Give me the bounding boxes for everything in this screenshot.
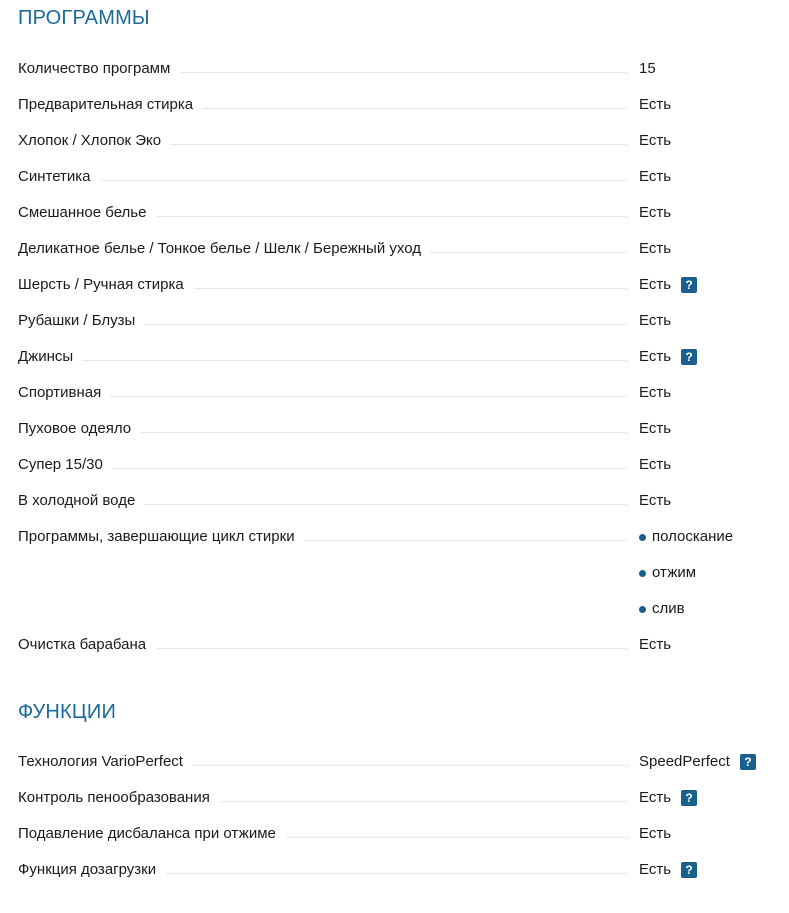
- spec-label: Предварительная стирка: [18, 93, 203, 117]
- spec-label: Функция дозагрузки: [18, 858, 166, 882]
- spec-label: Джинсы: [18, 345, 83, 369]
- spec-value: Есть: [639, 312, 672, 329]
- spec-label: Количество программ: [18, 57, 180, 81]
- spec-row: [18, 57, 778, 81]
- spec-label: Технология VarioPerfect: [18, 750, 193, 774]
- spec-row: [18, 822, 778, 846]
- spec-row: [18, 165, 778, 189]
- spec-row-continuation: [18, 597, 778, 621]
- spec-value: Есть: [639, 492, 672, 509]
- spec-row: [18, 345, 778, 369]
- spec-row: [18, 750, 778, 774]
- spec-row-continuation: [18, 561, 778, 585]
- spec-value: Есть: [639, 420, 672, 437]
- dotted-leader: [18, 360, 628, 361]
- help-icon[interactable]: ?: [681, 862, 697, 878]
- spec-label: Рубашки / Блузы: [18, 309, 145, 333]
- spec-row: [18, 129, 778, 153]
- spec-label: В холодной воде: [18, 489, 145, 513]
- help-icon[interactable]: ?: [681, 349, 697, 365]
- spec-label: Синтетика: [18, 165, 101, 189]
- spec-label: Очистка барабана: [18, 633, 156, 657]
- help-icon[interactable]: ?: [740, 754, 756, 770]
- spec-row: [18, 633, 778, 657]
- spec-label: Хлопок / Хлопок Эко: [18, 129, 171, 153]
- spec-value: Есть: [639, 132, 672, 149]
- spec-row: [18, 417, 778, 441]
- dotted-leader: [18, 180, 628, 181]
- bullet-value: отжим: [652, 564, 697, 581]
- bullet-icon: [639, 534, 646, 541]
- help-icon[interactable]: ?: [681, 790, 697, 806]
- spec-row: [18, 309, 778, 333]
- spec-row: [18, 273, 778, 297]
- spec-row: [18, 786, 778, 810]
- spec-label: Деликатное белье / Тонкое белье / Шелк / Бережный уход: [18, 237, 431, 261]
- spec-value: SpeedPerfect: [639, 753, 730, 770]
- spec-row: [18, 525, 778, 549]
- spec-value: Есть: [639, 348, 672, 365]
- spec-row: [18, 93, 778, 117]
- bullet-value: полоскание: [652, 528, 734, 545]
- spec-value: Есть: [639, 384, 672, 401]
- spec-value: Есть: [639, 789, 672, 806]
- bullet-value: слив: [652, 600, 685, 617]
- spec-row: [18, 201, 778, 225]
- spec-label: Контроль пенообразования: [18, 786, 220, 810]
- spec-value: Есть: [639, 96, 672, 113]
- spec-label: Спортивная: [18, 381, 111, 405]
- spec-row: [18, 858, 778, 882]
- spec-value: 15: [639, 60, 656, 77]
- programs-section-title: ПРОГРАММЫ: [18, 7, 150, 29]
- spec-value: Есть: [639, 276, 672, 293]
- bullet-icon: [639, 570, 646, 577]
- spec-value: Есть: [639, 456, 672, 473]
- spec-label: Подавление дисбаланса при отжиме: [18, 822, 286, 846]
- spec-label: Смешанное белье: [18, 201, 156, 225]
- functions-section-title: ФУНКЦИИ: [18, 701, 117, 723]
- spec-value: Есть: [639, 204, 672, 221]
- spec-row: [18, 237, 778, 261]
- spec-value: Есть: [639, 636, 672, 653]
- spec-label: Супер 15/30: [18, 453, 113, 477]
- spec-label: Пуховое одеяло: [18, 417, 141, 441]
- spec-value: Есть: [639, 168, 672, 185]
- spec-row: [18, 381, 778, 405]
- spec-row: [18, 453, 778, 477]
- help-icon[interactable]: ?: [681, 277, 697, 293]
- spec-value: Есть: [639, 825, 672, 842]
- spec-label: Программы, завершающие цикл стирки: [18, 525, 305, 549]
- spec-row: [18, 489, 778, 513]
- spec-label: Шерсть / Ручная стирка: [18, 273, 194, 297]
- bullet-icon: [639, 606, 646, 613]
- spec-value: Есть: [639, 861, 672, 878]
- spec-value: Есть: [639, 240, 672, 257]
